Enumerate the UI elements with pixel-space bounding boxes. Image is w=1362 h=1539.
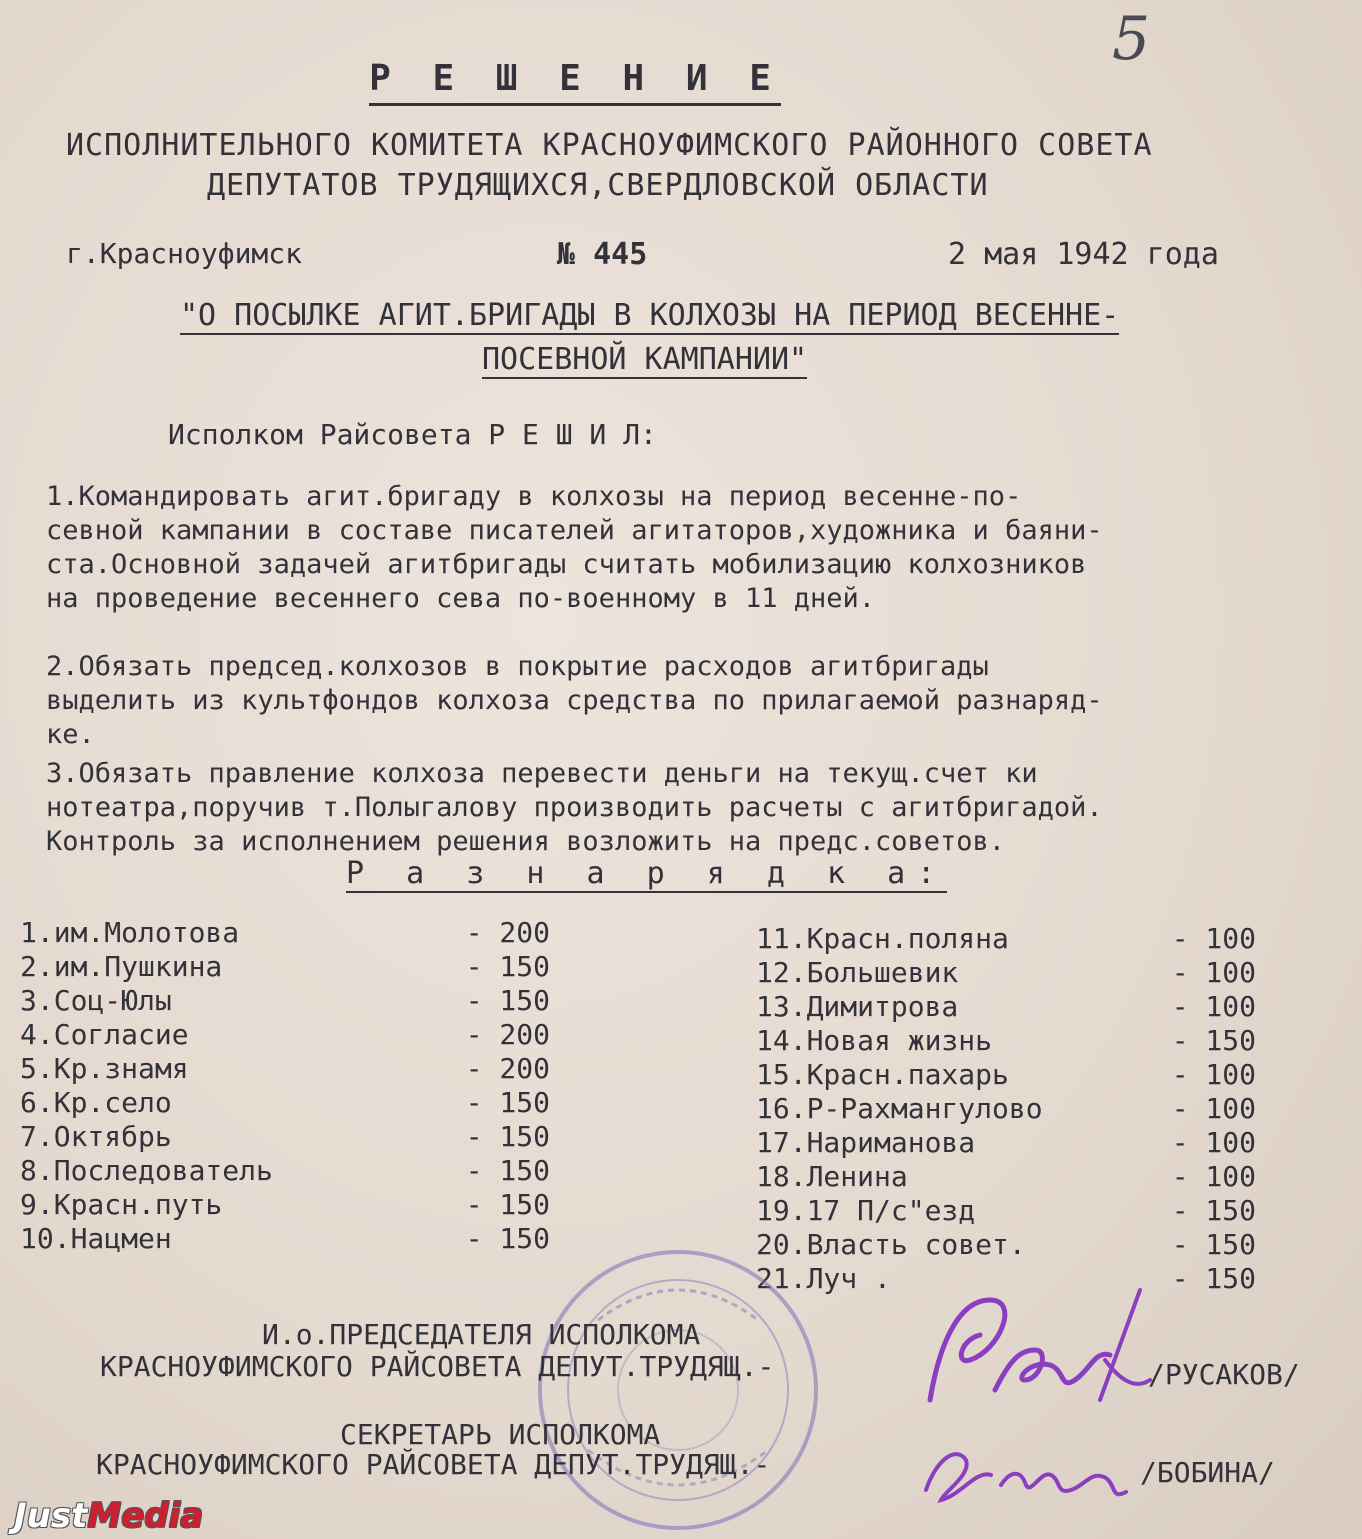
subject-line-2: ПОСЕВНОЙ КАМПАНИИ": [482, 342, 808, 377]
paragraph-line: ста.Основной задачей агитбригады считать мобилизацию колхозников: [46, 549, 1087, 580]
farm-name: 5.Кр.знамя: [20, 1052, 189, 1085]
farm-amount: - 150: [1171, 1194, 1256, 1227]
list-item: [756, 1058, 1256, 1092]
farm-name: 19.17 П/с"езд: [756, 1194, 976, 1227]
farm-name: 4.Согласие: [20, 1018, 189, 1051]
list-item: [756, 1126, 1256, 1160]
farm-amount: - 150: [465, 950, 550, 983]
paragraph-line: нотеатра,поручив т.Полыгалову производить расчеты с агитбригадой.: [46, 792, 1103, 823]
logo-part-just: Just: [14, 1496, 88, 1536]
farm-name: 8.Последователь: [20, 1154, 273, 1187]
document-title: Р Е Ш Е Н И Е: [0, 58, 1150, 99]
farm-amount: - 150: [465, 1222, 550, 1255]
farm-amount: - 150: [1171, 1228, 1256, 1261]
paragraph-line: севной кампании в составе писателей агитаторов,художника и баяни-: [46, 515, 1103, 546]
farm-name: 18.Ленина: [756, 1160, 908, 1193]
allocation-list-right: [756, 922, 1256, 1296]
farm-amount: - 200: [465, 1018, 550, 1051]
list-item: [20, 1120, 550, 1154]
list-item: [20, 1154, 550, 1188]
farm-amount: - 150: [465, 1154, 550, 1187]
signature2-title-line2: КРАСНОУФИМСКОГО РАЙСОВЕТА ДЕПУТ.ТРУДЯЩ.-: [96, 1448, 771, 1481]
farm-amount: - 150: [465, 1120, 550, 1153]
document-date: 2 мая 1942 года: [948, 237, 1219, 272]
farm-name: 20.Власть совет.: [756, 1228, 1026, 1261]
farm-name: 14.Новая жизнь: [756, 1024, 993, 1057]
paragraph-3: [46, 757, 1346, 859]
farm-name: 11.Красн.поляна: [756, 922, 1009, 955]
paragraph-line: выделить из культфондов колхоза средства по прилагаемой разнаряд-: [46, 685, 1103, 716]
list-item: [20, 1222, 550, 1256]
farm-amount: - 200: [465, 1052, 550, 1085]
farm-name: 9.Красн.путь: [20, 1188, 223, 1221]
farm-name: 16.Р-Рахмангулово: [756, 1092, 1043, 1125]
signature-rusakov-icon: [900, 1280, 1160, 1430]
paragraph-line: 3.Обязать правление колхоза перевести деньги на текущ.счет ки: [46, 758, 1038, 789]
farm-name: 21.Луч .: [756, 1262, 891, 1295]
farm-amount: - 150: [465, 1188, 550, 1221]
logo-part-media: Media: [87, 1496, 204, 1536]
list-item: [20, 950, 550, 984]
farm-name: 13.Димитрова: [756, 990, 959, 1023]
allocation-heading: Р а з н а р я д к а:: [346, 856, 948, 891]
subject-line-1: "О ПОСЫЛКЕ АГИТ.БРИГАДЫ В КОЛХОЗЫ НА ПЕРИОД ВЕСЕННЕ-: [180, 298, 1120, 333]
farm-amount: - 150: [1171, 1262, 1256, 1295]
allocation-list-left: [20, 916, 550, 1256]
farm-name: 15.Красн.пахарь: [756, 1058, 1009, 1091]
paragraph-line: 2.Обязать председ.колхозов в покрытие расходов агитбригады: [46, 651, 989, 682]
list-item: [756, 922, 1256, 956]
paragraph-line: Контроль за исполнением решения возложить на предс.советов.: [46, 826, 1006, 857]
signature2-name: /БОБИНА/: [1140, 1456, 1275, 1489]
list-item: [20, 1086, 550, 1120]
city: г.Красноуфимск: [66, 237, 303, 270]
justmedia-logo: [14, 1496, 203, 1536]
list-item: [20, 1052, 550, 1086]
paragraph-2: [46, 650, 1346, 752]
decision-intro: Исполком Райсовета Р Е Ш И Л:: [168, 418, 657, 451]
signature1-title-line2: КРАСНОУФИМСКОГО РАЙСОВЕТА ДЕПУТ.ТРУДЯЩ.-: [100, 1350, 775, 1383]
signature1-name: /РУСАКОВ/: [1148, 1358, 1300, 1391]
list-item: [20, 1018, 550, 1052]
list-item: [756, 1194, 1256, 1228]
farm-name: 17.Нариманова: [756, 1126, 976, 1159]
farm-amount: - 100: [1171, 1160, 1256, 1193]
farm-amount: - 200: [465, 916, 550, 949]
list-item: [756, 1228, 1256, 1262]
document-number: № 445: [557, 237, 648, 272]
farm-name: 10.Нацмен: [20, 1222, 172, 1255]
paragraph-1: [46, 480, 1346, 616]
farm-amount: - 100: [1171, 922, 1256, 955]
farm-name: 2.им.Пушкина: [20, 950, 223, 983]
list-item: [756, 990, 1256, 1024]
signature2-title-line1: СЕКРЕТАРЬ ИСПОЛКОМА: [340, 1418, 661, 1451]
paragraph-line: ке.: [46, 719, 95, 750]
signature1-title-line1: И.о.ПРЕДСЕДАТЕЛЯ ИСПОЛКОМА: [262, 1318, 701, 1351]
farm-amount: - 150: [1171, 1024, 1256, 1057]
farm-name: 12.Большевик: [756, 956, 959, 989]
list-item: [20, 916, 550, 950]
farm-name: 3.Соц-Юлы: [20, 984, 172, 1017]
farm-name: 6.Кр.село: [20, 1086, 172, 1119]
farm-name: 7.Октябрь: [20, 1120, 172, 1153]
farm-amount: - 100: [1171, 990, 1256, 1023]
paragraph-line: на проведение весеннего сева по-военному в 11 дней.: [46, 583, 876, 614]
list-item: [20, 984, 550, 1018]
list-item: [756, 1092, 1256, 1126]
farm-name: 1.им.Молотова: [20, 916, 240, 949]
farm-amount: - 100: [1171, 1092, 1256, 1125]
list-item: [20, 1188, 550, 1222]
list-item: [756, 1160, 1256, 1194]
farm-amount: - 100: [1171, 1058, 1256, 1091]
seal-stamp-icon: [528, 1240, 828, 1539]
signature-bobina-icon: [916, 1430, 1136, 1520]
corner-page-number: 5: [1112, 4, 1151, 74]
farm-amount: - 100: [1171, 1126, 1256, 1159]
list-item: [756, 1024, 1256, 1058]
farm-amount: - 150: [465, 984, 550, 1017]
organization-line-2: ДЕПУТАТОВ ТРУДЯЩИХСЯ,СВЕРДЛОВСКОЙ ОБЛАСТИ: [207, 168, 989, 203]
organization-line-1: ИСПОЛНИТЕЛЬНОГО КОМИТЕТА КРАСНОУФИМСКОГО РАЙОННОГО СОВЕТА: [66, 128, 1153, 163]
farm-amount: - 100: [1171, 956, 1256, 989]
list-item: [756, 956, 1256, 990]
farm-amount: - 150: [465, 1086, 550, 1119]
paragraph-line: 1.Командировать агит.бригаду в колхозы на период весенне-по-: [46, 481, 1022, 512]
